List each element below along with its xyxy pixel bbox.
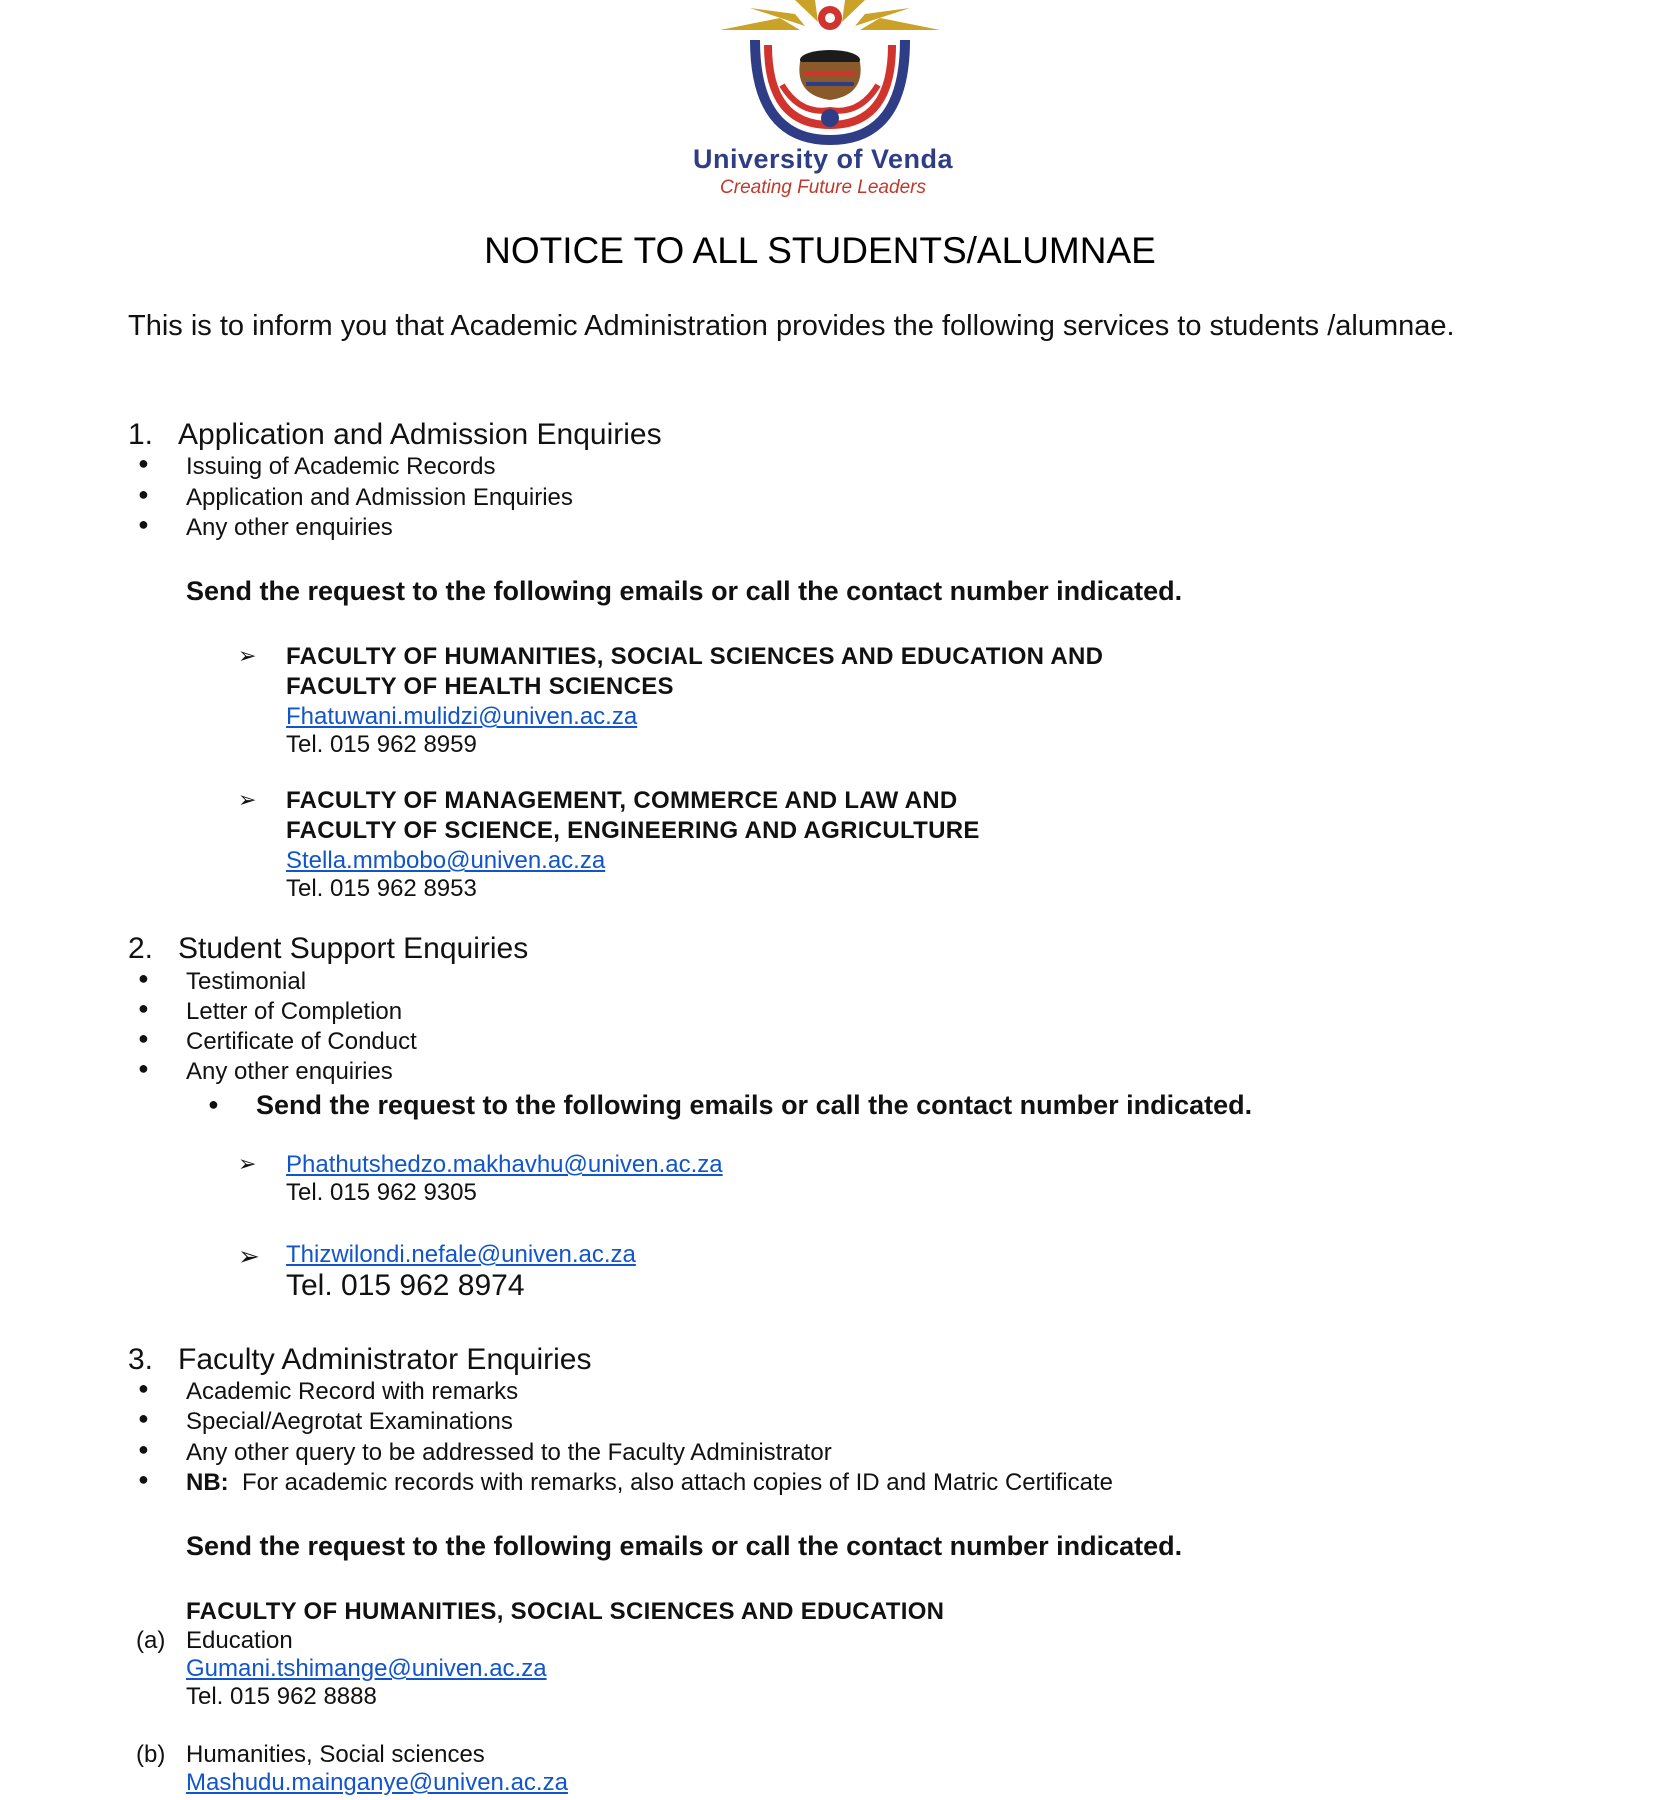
arrow-bullet-icon: ➢: [238, 787, 257, 812]
list-item: [138, 1028, 417, 1056]
list-item: [138, 1058, 393, 1086]
bullet-icon: ●: [138, 1439, 149, 1459]
list-item-text: Letter of Completion: [186, 998, 403, 1025]
faculty-name: FACULTY OF HUMANITIES, SOCIAL SCIENCES AND EDUCATION AND: [286, 643, 1104, 670]
email-link[interactable]: Fhatuwani.mulidzi@univen.ac.za: [286, 703, 638, 730]
university-tagline: Creating Future Leaders: [720, 177, 926, 198]
send-request-text: Send the request to the following emails or call the contact number indicated.: [256, 1090, 1253, 1120]
section-title: Student Support Enquiries: [178, 932, 529, 965]
bullet-icon: ●: [138, 968, 149, 988]
faculty-name: FACULTY OF MANAGEMENT, COMMERCE AND LAW AND: [286, 787, 958, 814]
telephone-number: Tel. 015 962 9305: [286, 1179, 477, 1206]
email-link[interactable]: Phathutshedzo.makhavhu@univen.ac.za: [286, 1151, 723, 1178]
list-item: [138, 1378, 519, 1406]
email-link[interactable]: Mashudu.mainganye@univen.ac.za: [186, 1769, 568, 1796]
arrow-bullet-icon: ➢: [238, 643, 257, 668]
send-request-instruction: [208, 1090, 1253, 1121]
telephone-number: Tel. 015 962 8953: [286, 875, 477, 902]
contact-block: [238, 787, 980, 903]
contact-block: [238, 643, 1104, 759]
section-2-heading: [128, 932, 528, 966]
list-item: [138, 1439, 832, 1467]
bullet-icon: ●: [138, 453, 149, 473]
list-item-text: Any other enquiries: [186, 514, 393, 541]
bullet-icon: ●: [138, 484, 149, 504]
section-number: 3.: [128, 1343, 154, 1376]
university-name: University of Venda: [692, 144, 954, 174]
list-item: [138, 514, 393, 542]
section-1-heading: [128, 418, 662, 452]
list-item-text: Academic Record with remarks: [186, 1378, 519, 1405]
bullet-icon: ●: [138, 1469, 149, 1489]
list-item: [138, 1408, 513, 1436]
list-item-text: Testimonial: [186, 968, 307, 995]
list-item: [138, 968, 307, 996]
bullet-icon: ●: [138, 1408, 149, 1428]
list-item-nb: [138, 1469, 1113, 1497]
list-item-text: Issuing of Academic Records: [186, 453, 496, 480]
list-item-text: Certificate of Conduct: [186, 1028, 417, 1055]
telephone-number: Tel. 015 962 8888: [186, 1683, 377, 1710]
faculty-name: FACULTY OF HUMANITIES, SOCIAL SCIENCES AND EDUCATION: [186, 1598, 945, 1625]
intro-paragraph: This is to inform you that Academic Administration provides the following services to students /alumnae.: [128, 310, 1455, 342]
sub-label: (a): [136, 1627, 166, 1654]
telephone-number: Tel. 015 962 8959: [286, 731, 477, 758]
section-title: Application and Admission Enquiries: [178, 418, 662, 451]
bullet-icon: ●: [138, 514, 149, 534]
list-item-text: Any other enquiries: [186, 1058, 393, 1085]
list-item-text: Application and Admission Enquiries: [186, 484, 573, 511]
faculty-name: FACULTY OF SCIENCE, ENGINEERING AND AGRICULTURE: [286, 817, 980, 844]
department-name: Education: [186, 1627, 293, 1654]
bullet-icon: ●: [138, 1028, 149, 1048]
nb-text: For academic records with remarks, also attach copies of ID and Matric Certificate: [242, 1469, 1113, 1496]
sub-contact-block: [136, 1741, 568, 1797]
department-name: Humanities, Social sciences: [186, 1741, 485, 1768]
sub-contact-block: [136, 1627, 547, 1711]
section-title: Faculty Administrator Enquiries: [178, 1343, 592, 1376]
bullet-icon: ●: [208, 1094, 219, 1114]
notice-title: NOTICE TO ALL STUDENTS/ALUMNAE: [484, 230, 1156, 271]
bullet-icon: ●: [138, 1378, 149, 1398]
list-item-text: Special/Aegrotat Examinations: [186, 1408, 513, 1435]
arrow-bullet-icon: ➢: [238, 1241, 260, 1271]
send-request-instruction: Send the request to the following emails or call the contact number indicated.: [186, 576, 1183, 606]
section-number: 1.: [128, 418, 154, 451]
list-item: [138, 998, 403, 1026]
email-link[interactable]: Stella.mmbobo@univen.ac.za: [286, 847, 606, 874]
nb-label: NB:: [186, 1469, 229, 1496]
email-link[interactable]: Thizwilondi.nefale@univen.ac.za: [286, 1241, 636, 1268]
contact-block: [238, 1241, 636, 1303]
contact-block: [238, 1151, 723, 1207]
bullet-icon: ●: [138, 998, 149, 1018]
list-item: [138, 484, 573, 512]
section-3-heading: [128, 1343, 592, 1377]
section-number: 2.: [128, 932, 154, 965]
faculty-name: FACULTY OF HEALTH SCIENCES: [286, 673, 674, 700]
list-item: [138, 453, 496, 481]
sub-label: (b): [136, 1741, 166, 1768]
send-request-instruction: Send the request to the following emails or call the contact number indicated.: [186, 1531, 1183, 1561]
bullet-icon: ●: [138, 1058, 149, 1078]
list-item-text: Any other query to be addressed to the Faculty Administrator: [186, 1439, 832, 1466]
telephone-number: Tel. 015 962 8974: [286, 1269, 525, 1302]
arrow-bullet-icon: ➢: [238, 1151, 257, 1176]
email-link[interactable]: Gumani.tshimange@univen.ac.za: [186, 1655, 547, 1682]
